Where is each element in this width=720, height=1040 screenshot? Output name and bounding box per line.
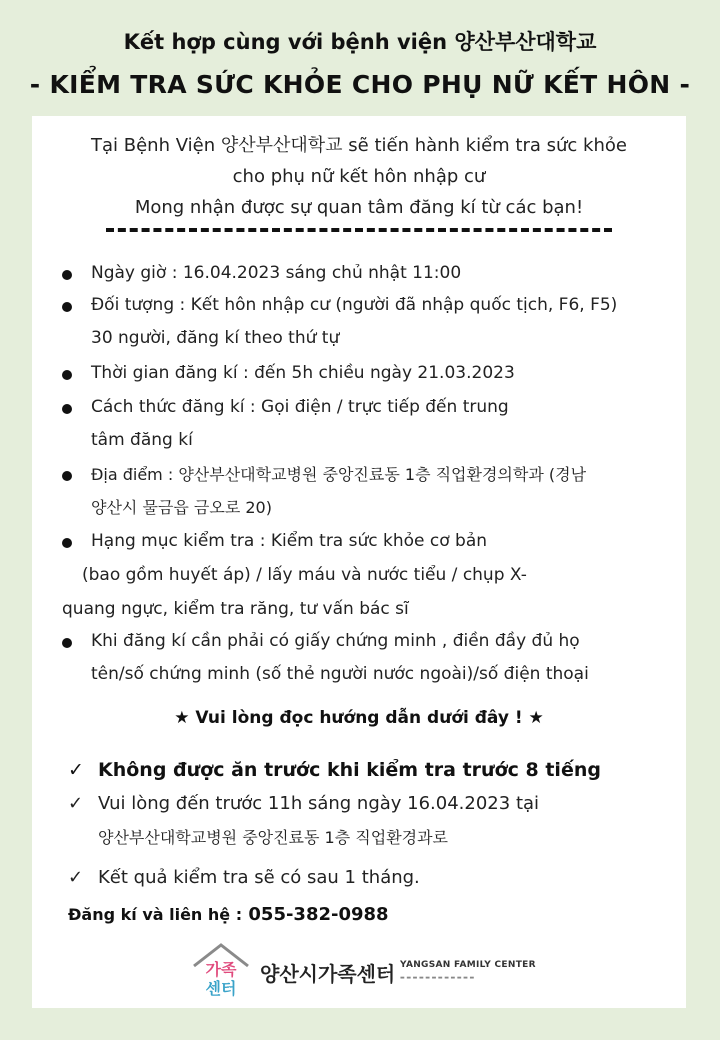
logo-text-top: 가족 (205, 960, 237, 979)
checkmark-icon: ✓ (68, 793, 84, 814)
bullet-icon (62, 471, 72, 481)
logo-name: 양산시가족센터 (260, 962, 396, 986)
list-item-method: Cách thức đăng kí : Gọi điện / trực tiếp đến trung tâm đăng kí (62, 391, 672, 457)
intro-line-3: Mong nhận được sự quan tâm đăng kí từ các bạn! (134, 197, 584, 218)
list-item-target: Đối tượng : Kết hôn nhập cư (người đã nhập quốc tịch, F6, F5) 30 người, đăng kí theo thứ tự (62, 289, 672, 355)
bullet-icon (62, 538, 72, 548)
checkup-line-2: (bao gồm huyết áp) / lấy máu và nước tiểu / chụp X- (82, 565, 527, 585)
family-center-logo (190, 942, 590, 1002)
check-item-result: ✓ Kết quả kiểm tra sẽ có sau 1 tháng. (68, 861, 668, 895)
dashed-divider (106, 228, 612, 232)
house-logo-icon (190, 942, 252, 1000)
intro-text (32, 130, 686, 223)
logo-english-name: YANGSAN FAMILY CENTER (400, 960, 536, 970)
logo-text-bottom: 센터 (205, 979, 237, 998)
poster-title: - KIỂM TRA SỨC KHỎE CHO PHỤ NỮ KẾT HÔN - (29, 70, 691, 99)
check-item-arrival: ✓ Vui lòng đến trước 11h sáng ngày 16.04.2023 tại 양산부산대학교병원 중앙진료동 1층 직업환경과로 (68, 787, 668, 855)
intro-line-1: Tại Bệnh Viện 양산부산대학교 sẽ tiến hành kiểm tra sức khỏe (91, 135, 627, 156)
logo-fine-print: ▬ ▬ ▬ ▬ ▬ ▬ ▬ ▬ ▬ ▬ ▬ ▬ (400, 975, 475, 981)
checkmark-icon: ✓ (68, 759, 84, 781)
bullet-icon (62, 270, 72, 280)
check-item-fasting: ✓ Không được ăn trước khi kiểm tra trước 8 tiếng (68, 753, 668, 787)
bullet-icon (62, 404, 72, 414)
notice-heading: ★ Vui lòng đọc hướng dẫn dưới đây ! ★ (174, 708, 544, 728)
list-item-documents: Khi đăng kí cần phải có giấy chứng minh , điền đầy đủ họ tên/số chứng minh (số thẻ người nước ngoài)/số điện thoại (62, 625, 672, 691)
checkup-line-3: quang ngực, kiểm tra răng, tư vấn bác sĩ (62, 599, 409, 619)
contact-line (68, 904, 389, 925)
content-card (32, 116, 686, 1008)
list-item-place: Địa điểm : 양산부산대학교병원 중앙진료동 1층 직업환경의학과 (경남 양산시 물금읍 금오로 20) (62, 458, 672, 524)
list-item-date: Ngày giờ : 16.04.2023 sáng chủ nhật 11:00 (62, 257, 672, 290)
list-item-checkup: Hạng mục kiểm tra : Kiểm tra sức khỏe cơ bản (62, 525, 672, 558)
contact-label: Đăng kí và liên hệ : (68, 905, 243, 924)
contact-phone: 055-382-0988 (248, 904, 389, 925)
bullet-icon (62, 370, 72, 380)
bullet-icon (62, 302, 72, 312)
checkmark-icon: ✓ (68, 867, 84, 888)
intro-line-2: cho phụ nữ kết hôn nhập cư (232, 166, 486, 187)
list-item-deadline: Thời gian đăng kí : đến 5h chiều ngày 21.03.2023 (62, 357, 672, 390)
bullet-icon (62, 638, 72, 648)
poster-subtitle: Kết hợp cùng với bệnh viện 양산부산대학교 (123, 30, 597, 54)
